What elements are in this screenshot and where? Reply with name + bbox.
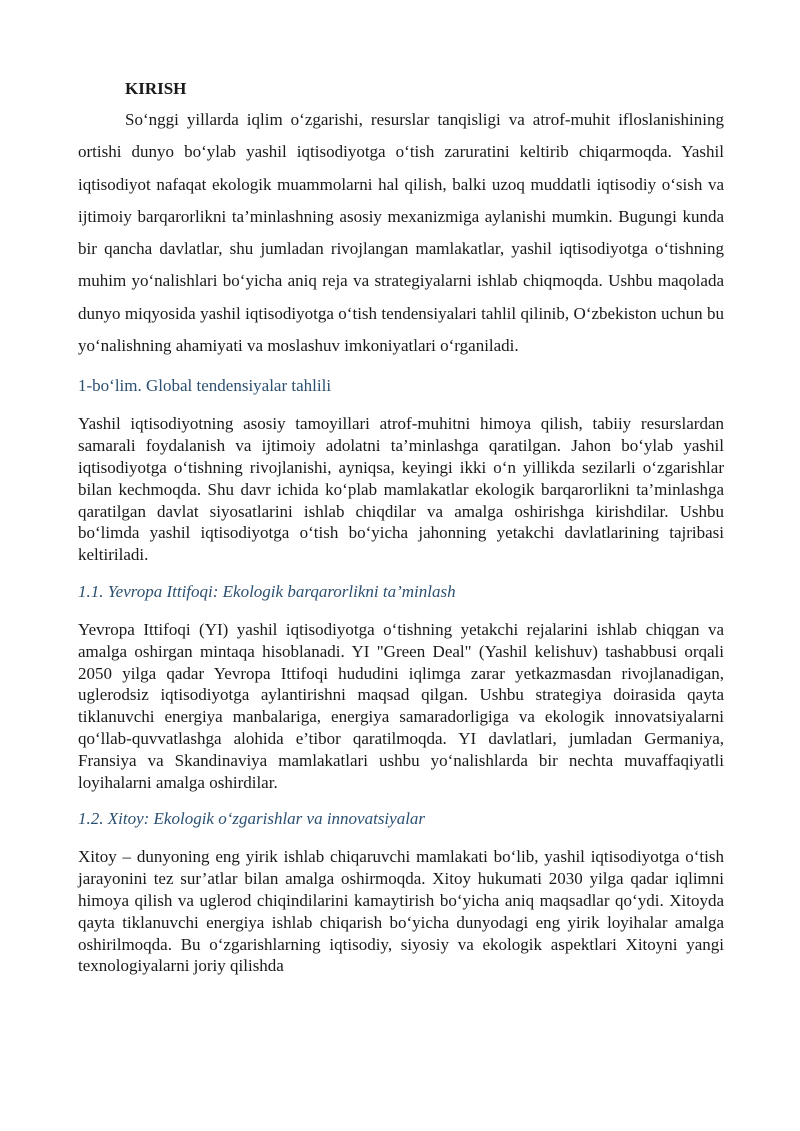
subsection-heading-eu: 1.1. Yevropa Ittifoqi: Ekologik barqarorlikni ta’minlash: [78, 581, 456, 601]
section-heading: 1-bo‘lim. Global tendensiyalar tahlili: [78, 376, 332, 396]
subsection-paragraph-china: Xitoy – dunyoning eng yirik ishlab chiqaruvchi mamlakati bo‘lib, yashil iqtisodiyotga o‘tish jarayonini tez sur’atlar bilan amalga oshirmoqda. Xitoy hukumati 2030 yilga qadar iqlimni himoya qilish va uglerod chiqindilarini kamaytirish bo‘yicha aniq maqsadlar qo‘ydi. Xitoyda qayta tiklanuvchi energiya ishlab chiqarish bo‘yicha dunyodagi eng yirik loyihalar amalga oshirilmoqda. Bu o‘zgarishlarning iqtisodiy, siyosiy va ekologik aspektlari Xitoyni yangi texnologiyalarni joriy qilishda: [78, 847, 724, 976]
page-heading: KIRISH: [125, 79, 187, 98]
subsection-heading-china: 1.2. Xitoy: Ekologik o‘zgarishlar va innovatsiyalar: [78, 809, 426, 829]
document-body: [78, 74, 724, 977]
intro-paragraph: So‘nggi yillarda iqlim o‘zgarishi, resurslar tanqisligi va atrof-muhit ifloslanishining ortishi dunyo bo‘ylab yashil iqtisodiyotga o‘tish zaruratini keltirib chiqarmoqda. Yashil iqtisodiyot nafaqat ekologik muammolarni hal qilish, balki uzoq muddatli iqtisodiy o‘sish va ijtimoiy barqarorlikni ta’minlashning asosiy mexanizmiga aylanishi mumkin. Bugungi kunda bir qancha davlatlar, shu jumladan rivojlangan mamlakatlar, yashil iqtisodiyotga o‘tishning muhim yo‘nalishlari bo‘yicha aniq reja va strategiyalarni ishlab chiqmoqda. Ushbu maqolada dunyo miqyosida yashil iqtisodiyotga o‘tish tendensiyalari tahlil qilinib, O‘zbekiston uchun bu yo‘nalishning ahamiyati va moslashuv imkoniyatlari o‘rganiladi.: [78, 110, 724, 356]
section-paragraph: Yashil iqtisodiyotning asosiy tamoyillari atrof-muhitni himoya qilish, tabiiy resurslardan samarali foydalanish va ijtimoiy adolatni ta’minlashga qaratilgan. Jahon bo‘ylab yashil iqtisodiyotga o‘tishning rivojlanishi, ayniqsa, keyingi ikki o‘n yillikda sezilarli o‘zgarishlar bilan kechmoqda. Shu davr ichida ko‘plab mamlakatlar ekologik barqarorlikni ta’minlashga qaratilgan davlat siyosatlarini ishlab chiqdilar va amalga oshirishga kirishdilar. Ushbu bo‘limda yashil iqtisodiyotga o‘tish bo‘yicha jahonning yetakchi davlatlarining tajribasi keltiriladi.: [78, 414, 724, 565]
subsection-paragraph-eu: Yevropa Ittifoqi (YI) yashil iqtisodiyotga o‘tishning yetakchi rejalarini ishlab chiqgan va amalga oshirgan mintaqa hisoblanadi. YI "Green Deal" (Yashil kelishuv) tashabbusi orqali 2050 yilga qadar Yevropa Ittifoqi hududini iqlimga zarar yetkazmasdan rivojlanadigan, uglerodsiz iqtisodiyotga aylantirishni maqsad qilgan. Ushbu strategiya doirasida qayta tiklanuvchi energiya manbalariga, energiya samaradorligiga va ekologik innovatsiyalarni qo‘llab-quvvatlashga alohida e’tibor qaratilmoqda. YI davlatlari, jumladan Germaniya, Fransiya va Skandinaviya mamlakatlari ushbu yo‘nalishlarda bir nechta muvaffaqiyatli loyihalarni amalga oshirdilar.: [78, 619, 724, 792]
